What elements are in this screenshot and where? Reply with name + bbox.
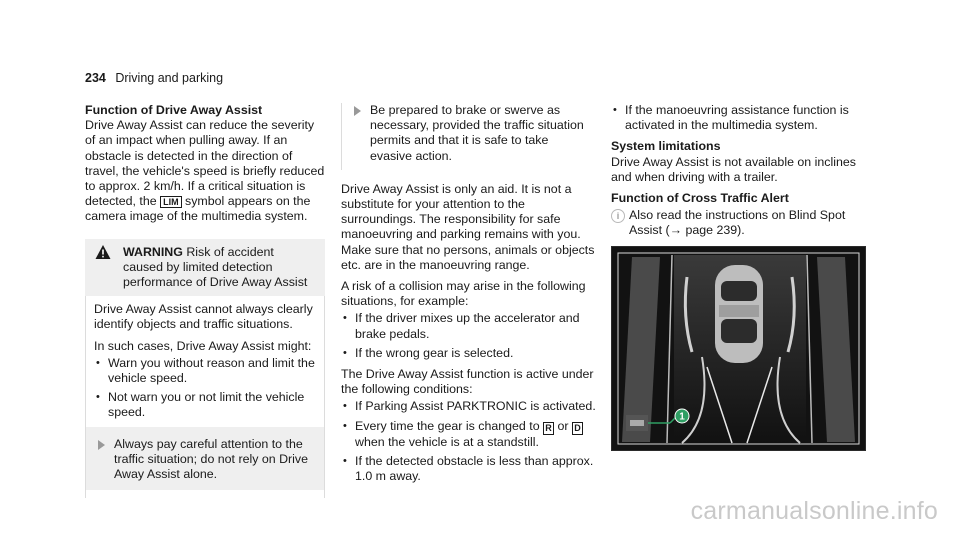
page-number: 234 <box>85 71 106 85</box>
gear-r-icon: R <box>543 422 554 435</box>
camera-image <box>611 246 866 451</box>
warning-box <box>85 239 325 499</box>
callout-number: 1 <box>679 411 685 423</box>
list-item <box>341 419 599 450</box>
list-item: • If the wrong gear is selected. <box>341 346 599 361</box>
drive-away-intro <box>85 118 325 224</box>
note-box <box>342 103 591 164</box>
note-text: Always pay careful attention to the traffic situation; do not rely on Drive Away Assist alone. <box>114 436 308 482</box>
cond2-text-a: Every time the gear is changed to <box>355 418 544 433</box>
warning-triangle-icon <box>95 244 111 260</box>
gear-d-icon: D <box>572 422 583 435</box>
conditions-list <box>341 399 599 484</box>
warning-title: Risk of accident caused by limited detection performance of Drive Away Assist <box>123 244 308 290</box>
info-icon: i <box>611 209 625 223</box>
warning-body <box>85 296 325 498</box>
info-text-b[interactable]: page 239). <box>682 223 745 238</box>
conditions-paragraph: The Drive Away Assist function is active under the following conditions: <box>341 367 594 397</box>
page-ref-arrow: → <box>669 223 683 238</box>
intro-text-b: symbol appears on the camera image of the multimedia system. <box>85 194 311 224</box>
section-title: Driving and parking <box>115 71 224 85</box>
intro-text-a: Drive Away Assist can reduce the severity of an impact when pulling away. If an obstacle is detected in the direction of travel, the vehicle's speed is briefly reduced to approx. 2 km/h. If a critical situation is detected, the <box>85 118 325 209</box>
watermark-logo: carmanualsonline.info <box>690 497 938 525</box>
parking-camera-illustration <box>612 247 865 450</box>
in-such-cases: In such cases, Drive Away Assist might: <box>94 338 312 353</box>
activation-list <box>611 103 867 133</box>
note-text: Be prepared to brake or swerve as necessary, provided the traffic situation permits and that it is safe to take evasive action. <box>370 103 584 163</box>
page-header <box>85 71 223 86</box>
note-box <box>86 427 324 491</box>
lim-symbol-icon: LIM <box>160 196 182 208</box>
list-item: • Warn you without reason and limit the vehicle speed. <box>94 356 316 386</box>
info-text-a: Also read the instructions on Blind Spot Assist ( <box>629 208 846 238</box>
list-item: • Not warn you or not limit the vehicle speed. <box>94 390 316 420</box>
risk-list <box>341 311 599 361</box>
arrow-right-icon <box>98 440 105 450</box>
cond2-or: or <box>554 418 572 433</box>
limitations-heading: System limitations <box>611 139 721 154</box>
risk-paragraph: A risk of a collision may arise in the following situations, for example: <box>341 279 586 309</box>
limitations-text: Drive Away Assist is not available on inclines and when driving with a trailer. <box>611 154 856 184</box>
cond2-text-b: when the vehicle is at a standstill. <box>355 434 539 449</box>
list-item: • If Parking Assist PARKTRONIC is activated. <box>341 399 599 414</box>
arrow-right-icon <box>354 106 361 116</box>
note-continued <box>341 103 599 170</box>
cross-traffic-heading: Function of Cross Traffic Alert <box>611 191 789 206</box>
might-list <box>94 356 316 421</box>
list-item: • If the driver mixes up the accelerator and brake pedals. <box>341 311 599 341</box>
list-item: • If the manoeuvring assistance function is activated in the multimedia system. <box>611 103 867 133</box>
column-1 <box>85 103 325 498</box>
aid-paragraph: Drive Away Assist is only an aid. It is not a substitute for your attention to the surroundings. The responsibility for safe manoeuvring and parking remains with you. Make sure that no persons, animals or objects etc. are in the manoeuvring range. <box>341 181 595 272</box>
warning-header <box>85 239 325 297</box>
warning-label: WARNING <box>123 244 183 259</box>
warning-text: Drive Away Assist cannot always clearly identify objects and traffic situations. <box>94 302 313 332</box>
column-3 <box>611 103 867 239</box>
drive-away-heading: Function of Drive Away Assist <box>85 103 263 117</box>
list-item: • If the detected obstacle is less than approx. 1.0 m away. <box>341 454 599 484</box>
column-2 <box>341 103 599 490</box>
info-note <box>611 208 867 238</box>
